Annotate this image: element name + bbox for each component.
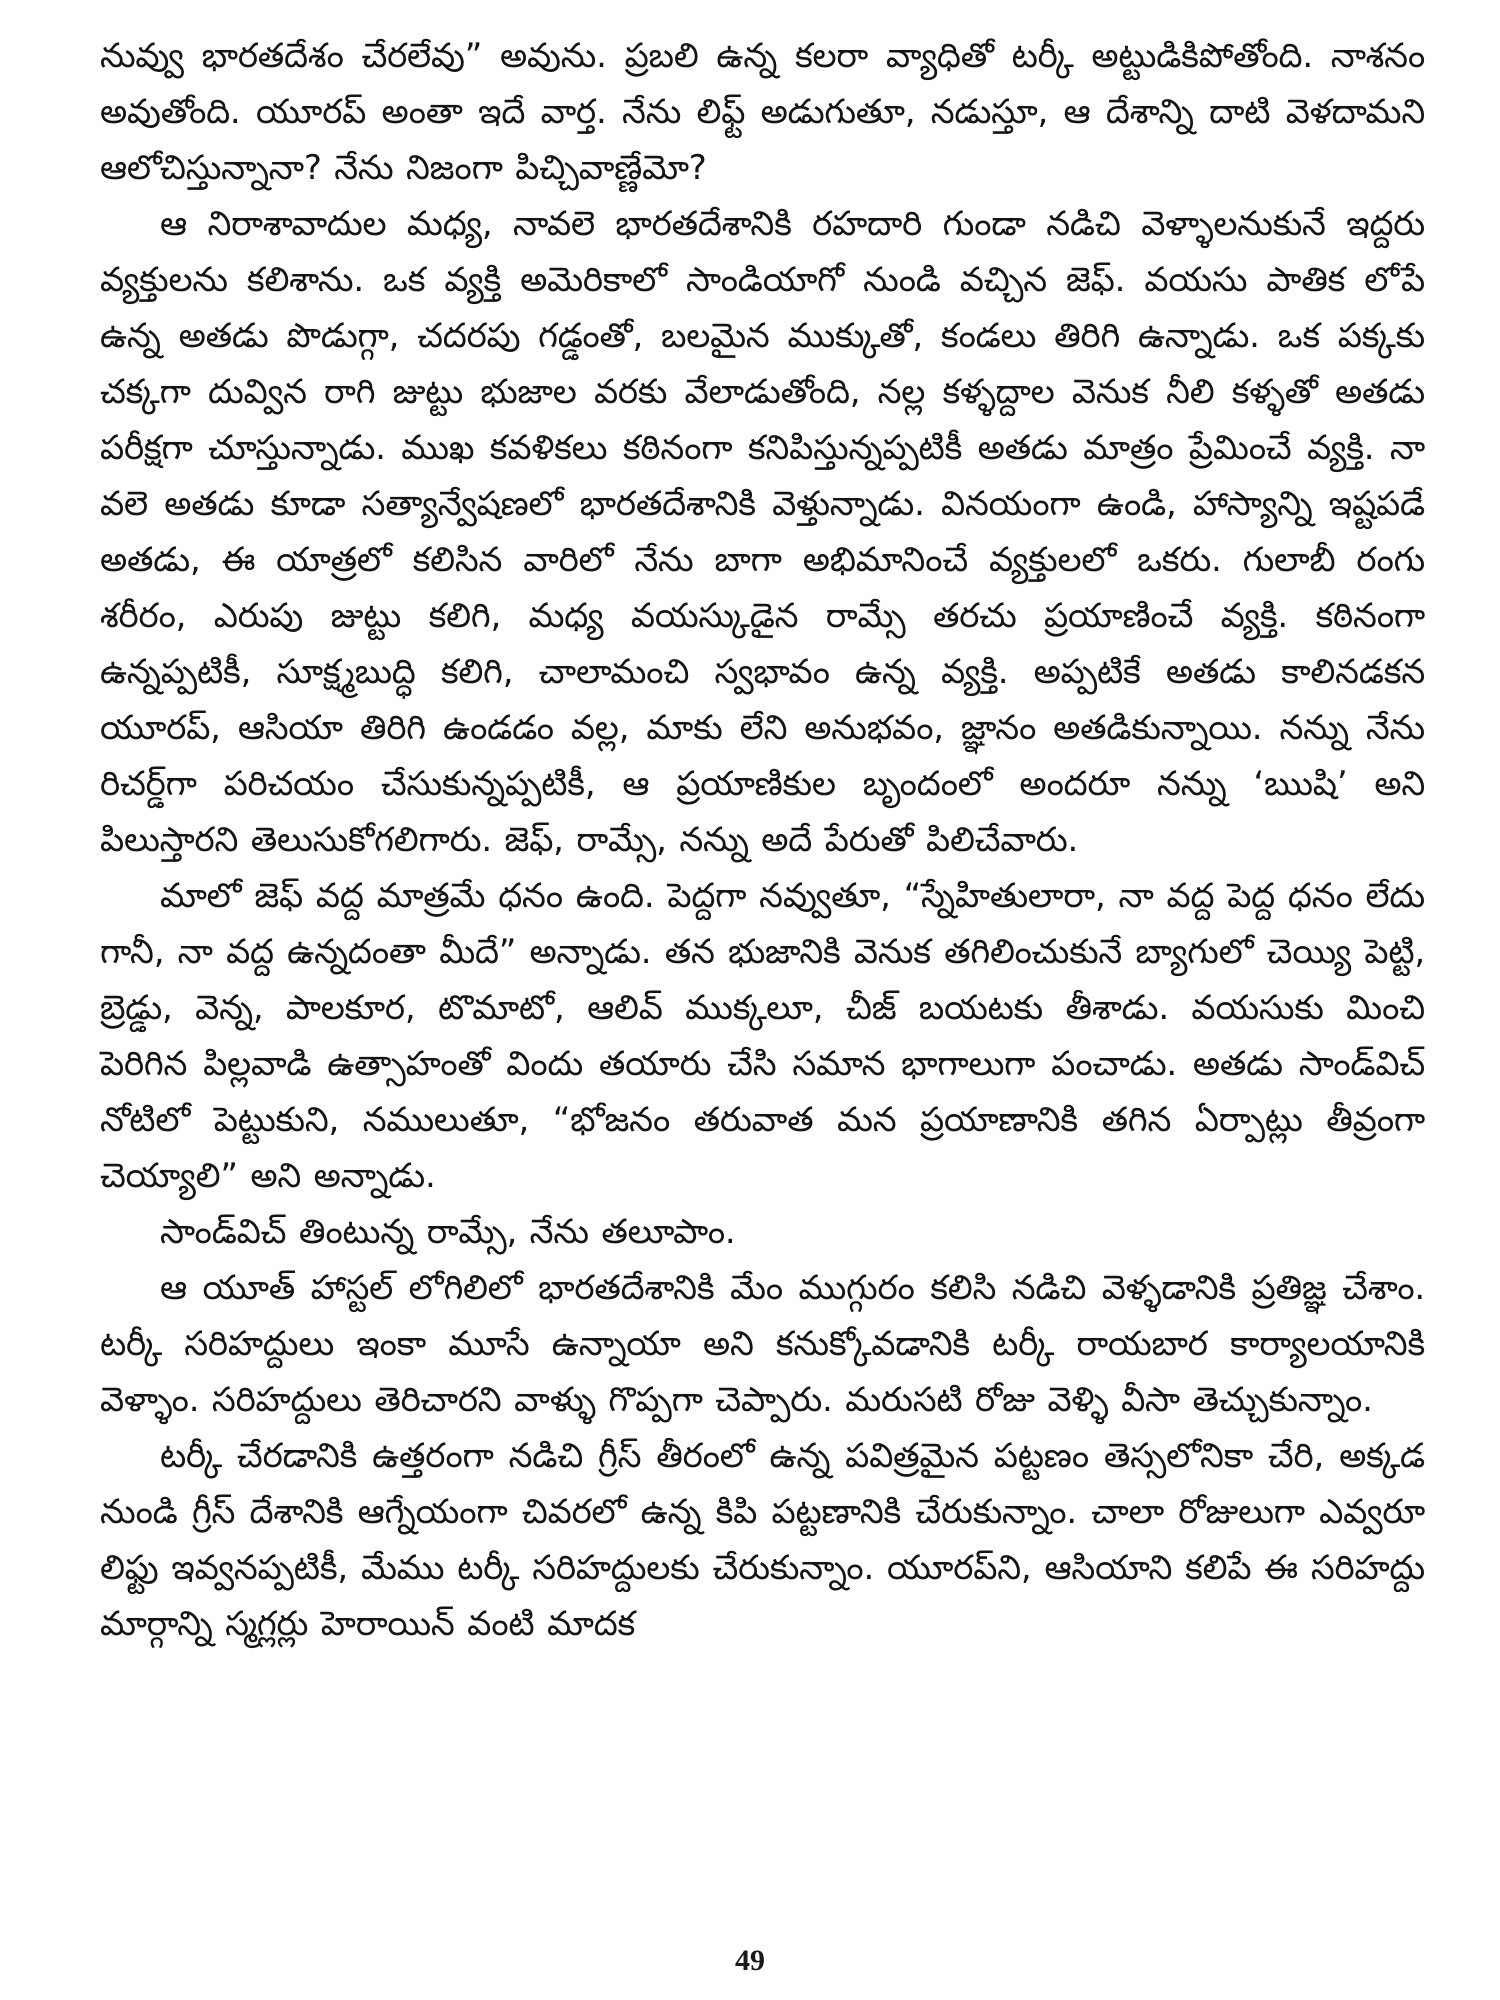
paragraph-2: ఆ నిరాశావాదుల మధ్య, నావలె భారతదేశానికి రహదారి గుండా నడిచి వెళ్ళాలనుకునే ఇద్దరు వ్యక్తులను కలిశాను. ఒక వ్యక్తి అమెరికాలో సాండియాగో నుండి వచ్చిన జెఫ్. వయసు పాతిక లోపే ఉన్న అతడు పొడుగ్గా, చదరపు గడ్డంతో, బలమైన ముక్కుతో, కండలు తిరిగి ఉన్నాడు. ఒక పక్కకు చక్కగా దువ్విన రాగి జుట్టు భుజాల వరకు వేలాడుతోంది, నల్ల కళ్ళద్దాల వెనుక నీలి కళ్ళతో అతడు పరీక్షగా చూస్తున్నాడు. ముఖ కవళికలు కఠినంగా కనిపిస్తున్నప్పటికీ అతడు మాత్రం ప్రేమించే వ్యక్తి. నా వలె అతడు కూడా సత్యాన్వేషణలో భారతదేశానికి వెళ్తున్నాడు. వినయంగా ఉండి, హాస్యాన్ని ఇష్టపడే అతడు, ఈ యాత్రలో కలిసిన వారిలో నేను బాగా అభిమానించే వ్యక్తులలో ఒకరు. గులాబీ రంగు శరీరం, ఎరుపు జుట్టు కలిగి, మధ్య వయస్కుడైన రామ్సే తరచు ప్రయాణించే వ్యక్తి. కఠినంగా ఉన్నప్పటికీ, సూక్ష్మబుద్ధి కలిగి, చాలామంచి స్వభావం ఉన్న వ్యక్తి. అప్పటికే అతడు కాలినడకన యూరప్, ఆసియా తిరిగి ఉండడం వల్ల, మాకు లేని అనుభవం, జ్ఞానం అతడికున్నాయి. నన్ను నేను రిచర్డ్‌గా పరిచయం చేసుకున్నప్పటికీ, ఆ ప్రయాణికుల బృందంలో అందరూ నన్ను ‘ఋషి’ అని పిలుస్తారని తెలుసుకోగలిగారు. జెఫ్, రామ్సే, నన్ను అదే పేరుతో పిలిచేవారు. [100,204,1425,860]
paragraph-6: టర్కీ చేరడానికి ఉత్తరంగా నడిచి గ్రీస్ తీరంలో ఉన్న పవిత్రమైన పట్టణం తెస్సలోనికా చేరి, అక్కడ నుండి గ్రీస్ దేశానికి ఆగ్నేయంగా చివరలో ఉన్న కిపి పట్టణానికి చేరుకున్నాం. చాలా రోజులుగా ఎవ్వరూ లిఫ్టు ఇవ్వనప్పటికీ, మేము టర్కీ సరిహద్దులకు చేరుకున్నాం. యూరప్‌ని, ఆసియాని కలిపే ఈ సరిహద్దు మార్గాన్ని స్మగ్లర్లు హెరాయిన్ వంటి మాదక [100,1436,1425,1644]
page-number: 49 [735,1944,765,1977]
paragraph-5: ఆ యూత్ హాస్టల్ లోగిలిలో భారతదేశానికి మేం ముగ్గురం కలిసి నడిచి వెళ్ళడానికి ప్రతిజ్ఞ చేశాం. టర్కీ సరిహద్దులు ఇంకా మూసే ఉన్నాయా అని కనుక్కోవడానికి టర్కీ రాయబార కార్యాలయానికి వెళ్ళాం. సరిహద్దులు తెరిచారని వాళ్ళు గొప్పగా చెప్పారు. మరుసటి రోజు వెళ్ళి వీసా తెచ్చుకున్నాం. [100,1268,1425,1420]
paragraph-1: నువ్వు భారతదేశం చేరలేవు” అవును. ప్రబలి ఉన్న కలరా వ్యాధితో టర్కీ అట్టుడికిపోతోంది. నాశనం అవుతోంది. యూరప్ అంతా ఇదే వార్త. నేను లిఫ్ట్ అడుగుతూ, నడుస్తూ, ఆ దేశాన్ని దాటి వెళదామని ఆలోచిస్తున్నానా? నేను నిజంగా పిచ్చివాణ్ణేమో? [100,36,1425,188]
paragraph-4: సాండ్‌విచ్ తింటున్న రామ్సే, నేను తలూపాం. [160,1212,736,1252]
page-body [100,28,1425,1928]
paragraph-3: మాలో జెఫ్ వద్ద మాత్రమే ధనం ఉంది. పెద్దగా నవ్వుతూ, “స్నేహితులారా, నా వద్ద పెద్ద ధనం లేదు గానీ, నా వద్ద ఉన్నదంతా మీదే” అన్నాడు. తన భుజానికి వెనుక తగిలించుకునే బ్యాగులో చెయ్యి పెట్టి, బ్రెడ్డు, వెన్న, పాలకూర, టొమాటో, ఆలివ్ ముక్కలూ, చీజ్ బయటకు తీశాడు. వయసుకు మించి పెరిగిన పిల్లవాడి ఉత్సాహంతో విందు తయారు చేసి సమాన భాగాలుగా పంచాడు. అతడు సాండ్‌విచ్ నోటిలో పెట్టుకుని, నములుతూ, “భోజనం తరువాత మన ప్రయాణానికి తగిన ఏర్పాట్లు తీవ్రంగా చెయ్యాలి” అని అన్నాడు. [100,876,1425,1196]
